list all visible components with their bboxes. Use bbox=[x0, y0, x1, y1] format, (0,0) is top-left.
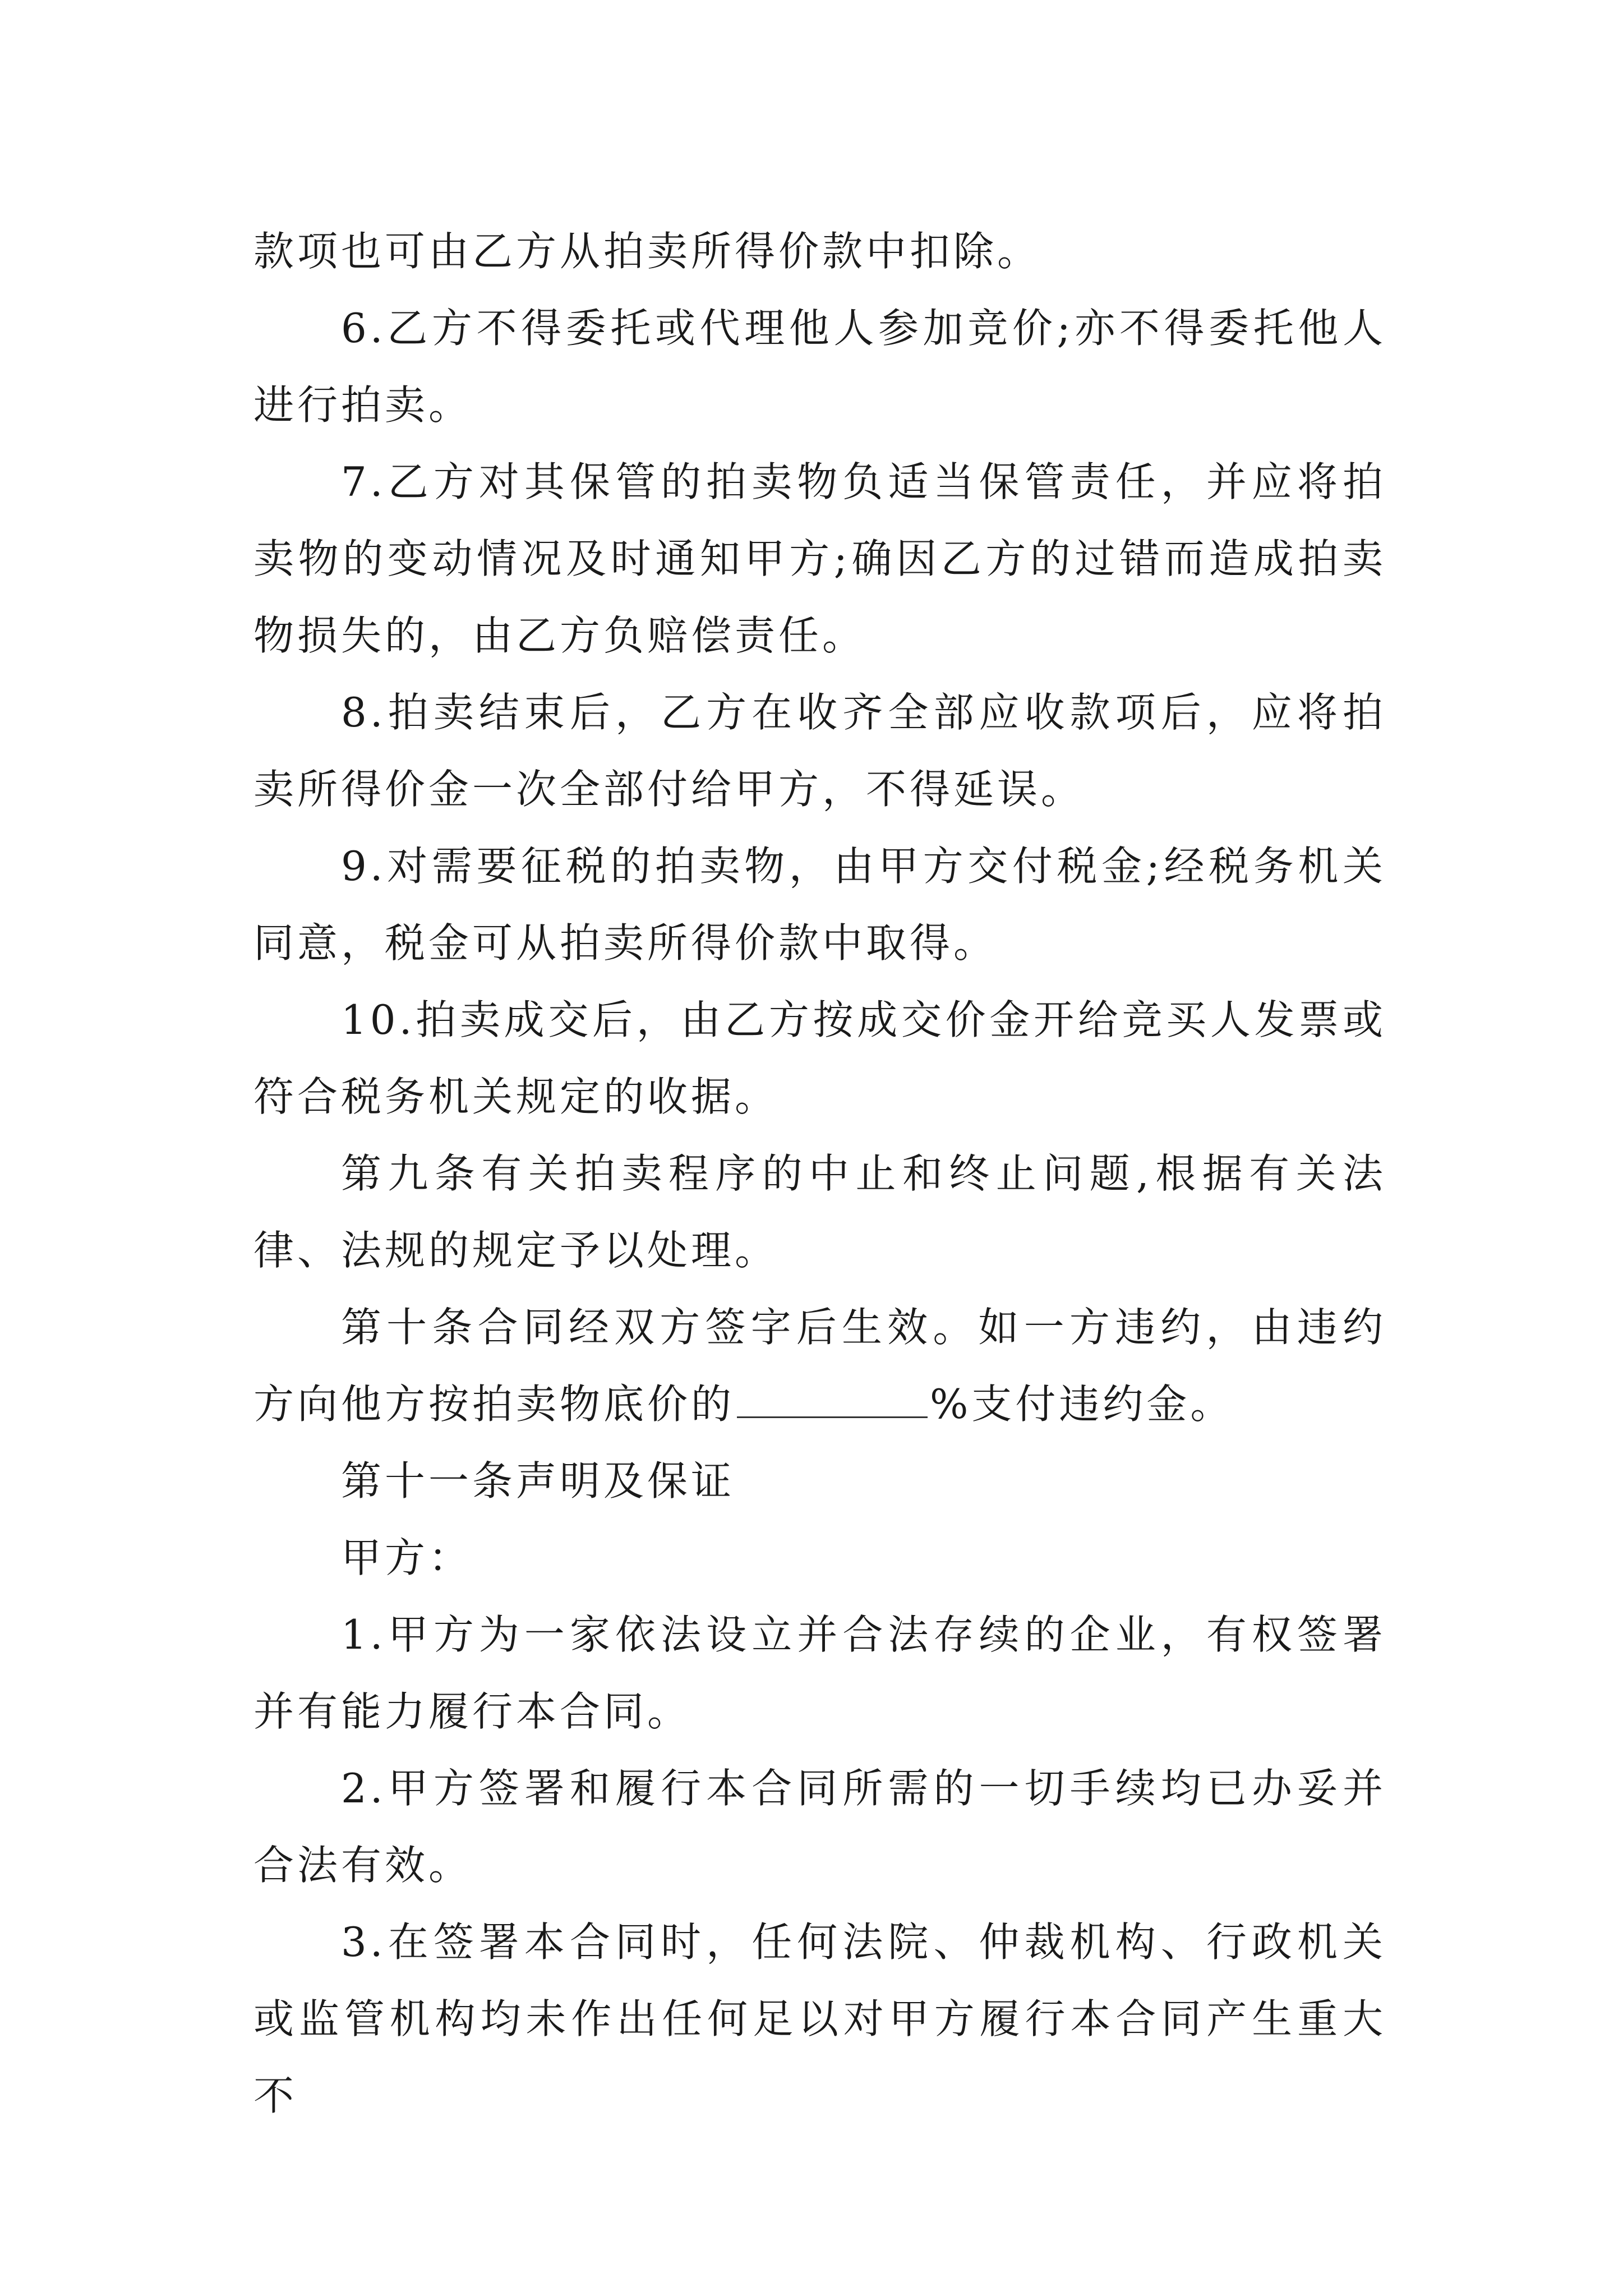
clause-item-7: 7.乙方对其保管的拍卖物负适当保管责任，并应将拍卖物的变动情况及时通知甲方;确因乙方的过错而造成拍卖物损失的，由乙方负赔偿责任。 bbox=[253, 458, 1386, 659]
article-10-text-before: 第十条合同经双方签字后生效。如一方违约，由违约方向他方按拍卖物底价的 bbox=[253, 1304, 1386, 1428]
clause-item-6: 6.乙方不得委托或代理他人参加竞价;亦不得委托他人进行拍卖。 bbox=[253, 305, 1386, 429]
paragraph-continuation: 款项也可由乙方从拍卖所得价款中扣除。 bbox=[253, 228, 1041, 275]
clause-item-8: 8.拍卖结束后，乙方在收齐全部应收款项后，应将拍卖所得价金一次全部付给甲方，不得延误。 bbox=[253, 689, 1386, 813]
article-9: 第九条有关拍卖程序的中止和终止问题,根据有关法律、法规的规定予以处理。 bbox=[253, 1150, 1386, 1274]
article-10-text-after: %支付违约金。 bbox=[930, 1381, 1234, 1428]
warranty-item-1: 1.甲方为一家依法设立并合法存续的企业，有权签署并有能力履行本合同。 bbox=[253, 1611, 1386, 1735]
article-10 bbox=[253, 1289, 1386, 1443]
article-11-heading: 第十一条声明及保证 bbox=[341, 1457, 735, 1504]
warranty-item-3: 3.在签署本合同时，任何法院、仲裁机构、行政机关或监管机构均未作出任何足以对甲方履行本合同产生重大不 bbox=[253, 1918, 1386, 2119]
clause-item-9: 9.对需要征税的拍卖物，由甲方交付税金;经税务机关同意，税金可从拍卖所得价款中取得。 bbox=[253, 843, 1386, 967]
warranty-item-2: 2.甲方签署和履行本合同所需的一切手续均已办妥并合法有效。 bbox=[253, 1765, 1386, 1889]
clause-item-10: 10.拍卖成交后，由乙方按成交价金开给竞买人发票或符合税务机关规定的收据。 bbox=[253, 996, 1386, 1120]
fill-in-blank bbox=[737, 1377, 928, 1418]
party-a-label: 甲方： bbox=[341, 1534, 473, 1581]
document-body bbox=[253, 213, 1386, 2134]
